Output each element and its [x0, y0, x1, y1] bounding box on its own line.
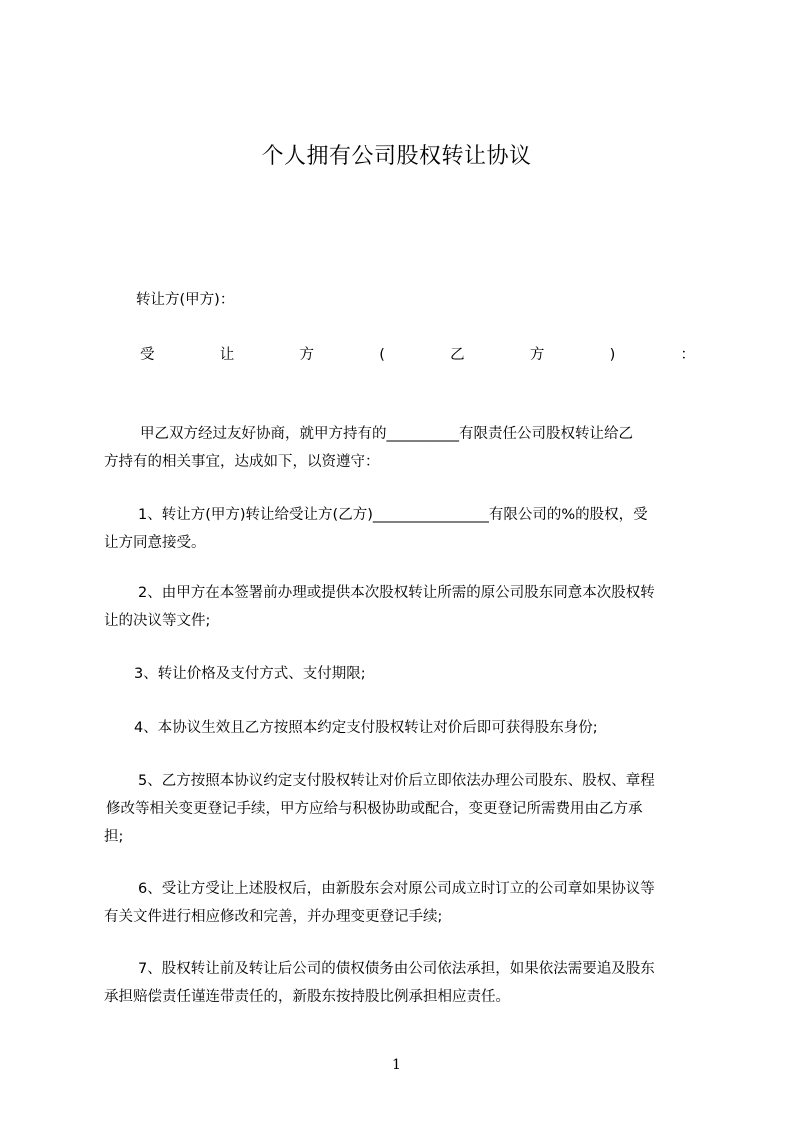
transferee-char: ：	[680, 347, 695, 363]
transferee-label	[140, 345, 695, 365]
clause-1-line: 让方同意接受。	[104, 535, 206, 551]
clause-3-line: 3、转让价格及支付方式、支付期限;	[134, 666, 366, 682]
transferee-char: (	[379, 347, 385, 363]
clause-7-line: 7、股权转让前及转让后公司的债权债务由公司依法承担，如果依法需要追及股东	[138, 961, 655, 977]
clause-1-line: 1、转让方(甲方)转让给受让方(乙方)________________有限公司的%的股权，受	[138, 507, 648, 523]
transferee-char: 方	[299, 347, 314, 363]
intro-line: 甲乙双方经过友好协商，就甲方持有的__________有限责任公司股权转让给乙	[140, 426, 633, 442]
page-number: 1	[392, 1057, 401, 1073]
clause-5-line: 5、乙方按照本协议约定支付股权转让对价后立即依法办理公司股东、股权、章程	[138, 773, 655, 789]
clause-7-line: 承担赔偿责任谨连带责任的，新股东按持股比例承担相应责任。	[104, 989, 510, 1005]
clause-2-line: 让的决议等文件;	[104, 613, 211, 629]
clause-2-line: 2、由甲方在本签署前办理或提供本次股权转让所需的原公司股东同意本次股权转	[138, 585, 655, 601]
intro-line: 方持有的相关事宜，达成如下，以资遵守：	[104, 454, 380, 470]
clause-6-line: 有关文件进行相应修改和完善，并办理变更登记手续;	[104, 909, 443, 925]
transferee-char: 乙	[450, 347, 465, 363]
clause-5-line: 担;	[104, 829, 124, 845]
transferor-label: 转让方(甲方)：	[136, 292, 235, 308]
transferee-char: 让	[219, 347, 235, 363]
clause-6-line: 6、受让方受让上述股权后，由新股东会对原公司成立时订立的公司章如果协议等	[138, 881, 655, 897]
clause-5-line: 修改等相关变更登记手续，甲方应给与积极协助或配合，变更登记所需费用由乙方承	[106, 801, 643, 817]
clause-4-line: 4、本协议生效且乙方按照本约定支付股权转让对价后即可获得股东身份;	[134, 720, 598, 736]
document-title: 个人拥有公司股权转让协议	[261, 144, 532, 169]
transferee-char: 受	[140, 347, 155, 363]
transferee-char: 方	[529, 347, 545, 363]
transferee-char: )	[609, 347, 616, 363]
